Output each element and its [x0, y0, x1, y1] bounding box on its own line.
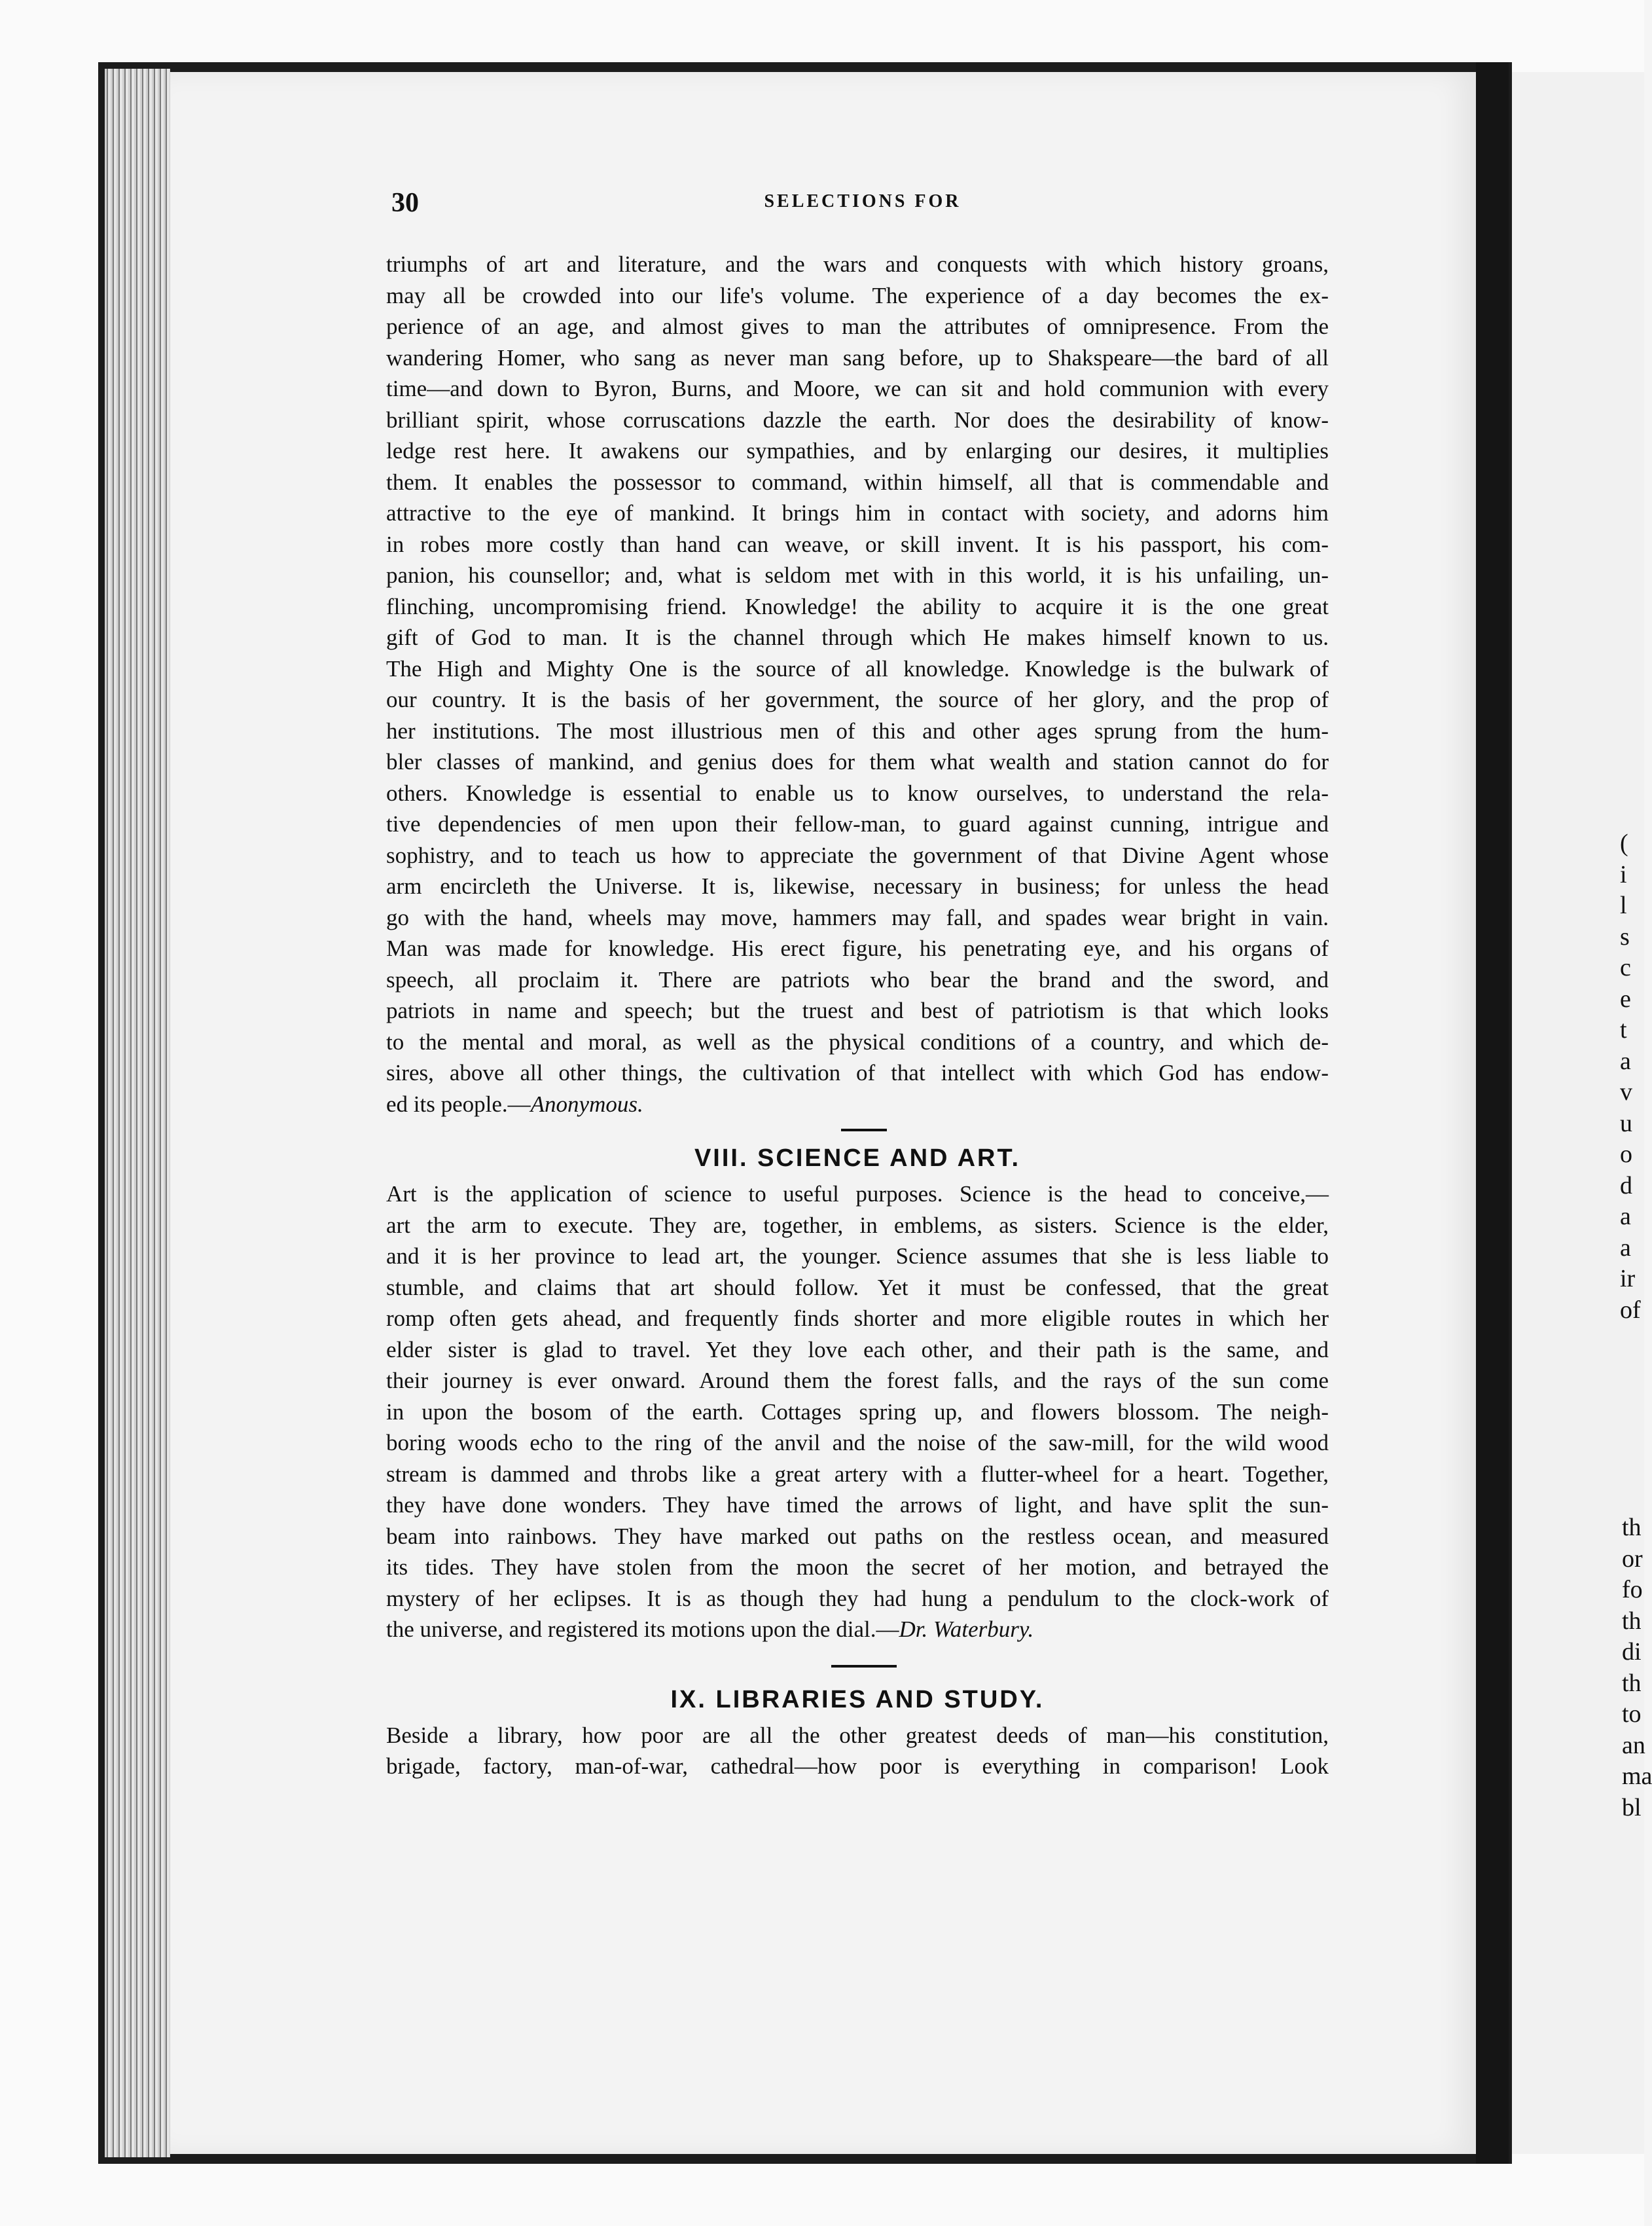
attribution-author: Anonymous. [530, 1091, 643, 1117]
paragraph-line: patriots in name and speech; but the truest and best of patriotism is that which looks [386, 998, 1329, 1023]
paragraph-line: beam into rainbows. They have marked out paths on the restless ocean, and measured [386, 1523, 1329, 1549]
running-head [391, 187, 1334, 220]
paragraph-line: them. It enables the possessor to command, within himself, all that is commendable and [386, 469, 1329, 495]
paragraph-line: Man was made for knowledge. His erect figure, his penetrating eye, and his organs of [386, 936, 1329, 961]
paragraph-line: Beside a library, how poor are all the other greatest deeds of man—his constitution, [386, 1722, 1329, 1748]
section-divider-rule [831, 1665, 897, 1668]
paragraph-line: tive dependencies of men upon their fellow-man, to guard against cunning, intrigue and [386, 811, 1329, 837]
paragraph-line: attractive to the eye of mankind. It brings him in contact with society, and adorns him [386, 500, 1329, 526]
paragraph-line: their journey is ever onward. Around them the forest falls, and the rays of the sun come [386, 1368, 1329, 1393]
attribution-author: Dr. Waterbury. [899, 1616, 1034, 1642]
page-edges [105, 69, 170, 2157]
section-heading-libraries-and-study: IX. LIBRARIES AND STUDY. [670, 1685, 1045, 1713]
section-divider-rule [841, 1129, 887, 1131]
paragraph-line: brilliant spirit, whose corruscations dazzle the earth. Nor does the desirability of know- [386, 407, 1329, 433]
text-line-attribution [386, 1614, 1329, 1645]
paragraph-line: mystery of her eclipses. It is as though they had hung a pendulum to the clock-work of [386, 1585, 1329, 1611]
paragraph-line: time—and down to Byron, Burns, and Moore, we can sit and hold communion with every [386, 376, 1329, 401]
paragraph-line: go with the hand, wheels may move, hammers may fall, and spades wear bright in vain. [386, 904, 1329, 930]
book-gutter [1476, 62, 1509, 2164]
paragraph-line: ledge rest here. It awakens our sympathies, and by enlarging our desires, it multiplies [386, 438, 1329, 464]
paragraph-line: wandering Homer, who sang as never man sang before, up to Shakspeare—the bard of all [386, 344, 1329, 371]
adjacent-page-fragment: e [1620, 985, 1631, 1013]
page-number: 30 [391, 188, 419, 218]
adjacent-page-fragment: a [1620, 1203, 1631, 1230]
paragraph-line: The High and Mighty One is the source of all knowledge. Knowledge is the bulwark of [386, 655, 1329, 682]
attribution-lead: ed its people.— [386, 1091, 531, 1117]
paragraph-line: others. Knowledge is essential to enable us to know ourselves, to understand the rela- [386, 780, 1329, 806]
adjacent-page-fragment: s [1620, 922, 1630, 951]
paragraph-line: her institutions. The most illustrious men of this and other ages sprung from the hum- [386, 718, 1329, 744]
paragraph-line: our country. It is the basis of her government, the source of her glory, and the prop of [386, 687, 1329, 712]
adjacent-page-fragment: bl [1622, 1793, 1642, 1821]
paragraph-line: in upon the bosom of the earth. Cottages spring up, and flowers blossom. The neigh- [386, 1398, 1329, 1425]
paragraph-line: its tides. They have stolen from the moon the secret of her motion, and betrayed the [386, 1554, 1329, 1580]
adjacent-page-fragment: ( [1620, 830, 1628, 857]
adjacent-page-fragment: a [1620, 1233, 1631, 1262]
adjacent-page-fragment: a [1620, 1047, 1631, 1075]
adjacent-page-fragment: c [1620, 954, 1631, 981]
paragraph-line: elder sister is glad to travel. Yet they love each other, and their path is the same, and [386, 1336, 1329, 1362]
paragraph-line: to the mental and moral, as well as the physical conditions of a country, and which de- [386, 1029, 1329, 1055]
section-heading-science-and-art: VIII. SCIENCE AND ART. [694, 1144, 1021, 1172]
paragraph-line: they have done wonders. They have timed the arrows of light, and have split the sun- [386, 1492, 1329, 1518]
paragraph-line: romp often gets ahead, and frequently finds shorter and more eligible routes in which her [386, 1305, 1329, 1331]
adjacent-page-fragment: u [1620, 1109, 1632, 1137]
paragraph-line: gift of God to man. It is the channel through which He makes himself known to us. [386, 625, 1329, 650]
paragraph-line: sophistry, and to teach us how to appreciate the government of that Divine Agent whose [386, 842, 1329, 868]
adjacent-page-fragment: o [1620, 1140, 1632, 1168]
paragraph-line: flinching, uncompromising friend. Knowledge! the ability to acquire it is the one great [386, 593, 1329, 619]
paragraph-line: brigade, factory, man-of-war, cathedral—how poor is everything in comparison! Look [386, 1753, 1329, 1779]
adjacent-page-fragment: ma [1622, 1762, 1652, 1790]
adjacent-page-fragment: l [1620, 892, 1627, 919]
adjacent-page-fragment: of [1620, 1296, 1641, 1324]
paragraph-line: panion, his counsellor; and, what is seldom met with in this world, it is his unfailing, un- [386, 562, 1329, 588]
adjacent-page-fragment: to [1622, 1700, 1642, 1728]
adjacent-page-fragment: ir [1620, 1265, 1636, 1292]
adjacent-page-fragment: i [1620, 860, 1627, 888]
attribution-lead: the universe, and registered its motions upon the dial.— [386, 1616, 899, 1642]
adjacent-page-fragment: th [1622, 1607, 1642, 1635]
adjacent-page-fragment: fo [1622, 1576, 1643, 1603]
adjacent-page-fragment: t [1620, 1016, 1627, 1044]
paragraph-line: stumble, and claims that art should follow. Yet it must be confessed, that the great [386, 1274, 1329, 1300]
adjacent-page-fragment: or [1622, 1544, 1643, 1573]
paragraph-line: speech, all proclaim it. There are patriots who bear the brand and the sword, and [386, 966, 1329, 993]
adjacent-page-fragment: d [1620, 1171, 1632, 1199]
adjacent-page-fragment: v [1620, 1078, 1632, 1106]
paragraph-line: stream is dammed and throbs like a great artery with a flutter-wheel for a heart. Together, [386, 1461, 1329, 1487]
paragraph-line: Art is the application of science to useful purposes. Science is the head to conceive,— [386, 1181, 1329, 1207]
paragraph-line: boring woods echo to the ring of the anvil and the noise of the saw-mill, for the wild wood [386, 1430, 1329, 1455]
adjacent-page-fragment: di [1622, 1638, 1642, 1666]
paragraph-line: arm encircleth the Universe. It is, likewise, necessary in business; for unless the head [386, 873, 1329, 899]
paragraph-line: sires, above all other things, the cultivation of that intellect with which God has endow- [386, 1060, 1329, 1086]
paragraph-line: may all be crowded into our life's volume. The experience of a day becomes the ex- [386, 282, 1329, 308]
running-title: SELECTIONS FOR [764, 191, 961, 211]
adjacent-page-fragment: th [1622, 1514, 1642, 1541]
paragraph-line: triumphs of art and literature, and the wars and conquests with which history groans, [386, 251, 1329, 277]
paragraph-line: in robes more costly than hand can weave, or skill invent. It is his passport, his com- [386, 531, 1329, 557]
adjacent-page-fragment: an [1622, 1731, 1645, 1759]
paragraph-line: and it is her province to lead art, the younger. Science assumes that she is less liable to [386, 1243, 1329, 1269]
text-line-attribution [386, 1089, 1329, 1120]
paragraph-line: bler classes of mankind, and genius does for them what wealth and station cannot do for [386, 749, 1329, 775]
paragraph-line: art the arm to execute. They are, together, in emblems, as sisters. Science is the elder, [386, 1212, 1329, 1238]
paragraph-line: perience of an age, and almost gives to man the attributes of omnipresence. From the [386, 314, 1329, 339]
adjacent-page-fragment: th [1622, 1669, 1642, 1697]
